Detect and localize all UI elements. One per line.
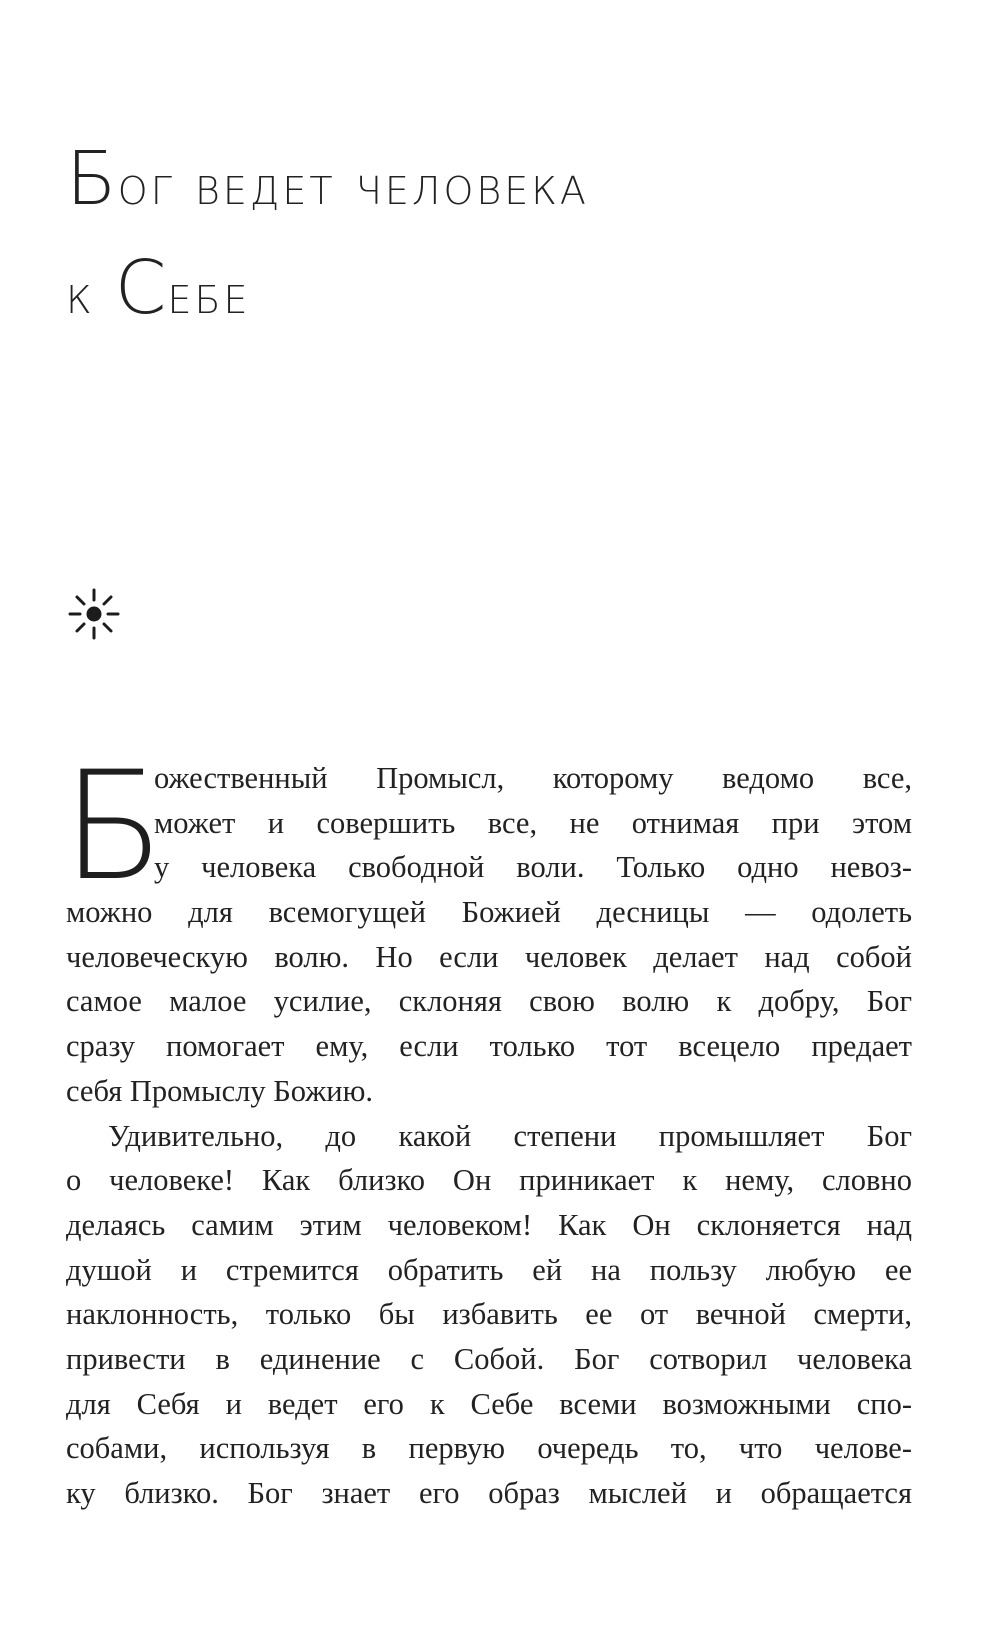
text-line: ожественный Промысл, которому ведомо все, (154, 761, 912, 795)
chapter-title (66, 128, 926, 346)
text-line: ку близко. Бог знает его образ мыслей и обращается (66, 1476, 912, 1510)
text-line: себя Промыслу Божию. (66, 1073, 374, 1108)
title-text-1: ог ведет человека (117, 154, 589, 217)
text-line: собами, используя в первую очередь то, что челове- (66, 1431, 912, 1466)
text-line: можно для всемогущей Божией десницы — одолеть (66, 895, 912, 930)
title-text-2a: к (66, 263, 115, 326)
sun-ornament-icon (66, 586, 122, 642)
text-line: привести в единение с Собой. Бог сотворил человека (66, 1341, 912, 1376)
drop-cap: Б (62, 740, 165, 914)
text-line: самое малое усилие, склоняя свою волю к добру, Бог (66, 984, 912, 1019)
text-line: делаясь самим этим человеком! Как Он склоняется над (66, 1207, 912, 1242)
text-line: у человека свободной воли. Только одно невоз- (154, 850, 912, 885)
text-line: человеческую волю. Но если человек делает над собой (66, 939, 912, 974)
chapter-title-line-2 (66, 237, 926, 346)
text-line: наклонность, только бы избавить ее от вечной смерти, (66, 1297, 912, 1332)
text-line: для Себя и ведет его к Себе всеми возможными спо- (66, 1386, 912, 1421)
text-line: душой и стремится обратить ей на пользу любую ее (66, 1252, 912, 1287)
text-line: сразу помогает ему, если только тот всецело предает (66, 1029, 912, 1064)
title-initial-capital: Б (66, 136, 118, 222)
text-line: о человеке! Как близко Он приникает к нему, словно (66, 1163, 912, 1198)
text-line: может и совершить все, не отнимая при этом (154, 805, 912, 840)
text-line: Удивительно, до какой степени промышляет Бог (108, 1118, 912, 1153)
chapter-title-line-1 (66, 128, 926, 237)
title-text-2b: ебе (167, 263, 251, 326)
body-text (66, 756, 912, 1516)
title-second-capital: С (114, 245, 168, 331)
